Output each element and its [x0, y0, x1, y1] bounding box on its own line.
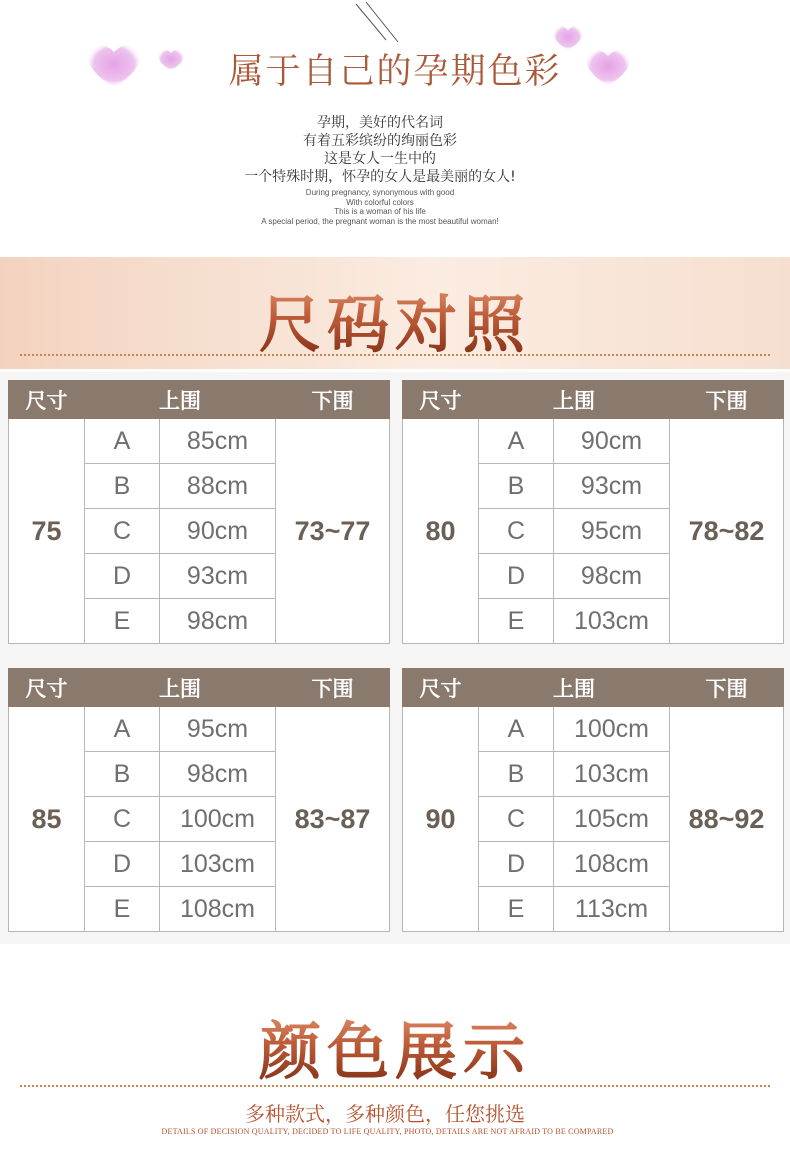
cup-cell: C: [85, 509, 160, 554]
cup-cell: A: [479, 707, 554, 752]
bust-cell: 98cm: [160, 599, 276, 644]
cup-cell: C: [479, 797, 554, 842]
color-english-line: DETAILS OF DECISION QUALITY, DECIDED TO LIFE QUALITY, PHOTO, DETAILS ARE NOT AFRAID TO BE COMPARED: [161, 1127, 614, 1136]
dotted-divider: [20, 1085, 770, 1087]
cup-cell: B: [479, 752, 554, 797]
cup-cell: D: [85, 842, 160, 887]
cup-cell: E: [479, 599, 554, 644]
band-size-cell: 80: [403, 419, 479, 644]
bust-cell: 108cm: [554, 842, 670, 887]
band-size-cell: 75: [9, 419, 85, 644]
intro-cn-line: 有着五彩缤纷的绚丽色彩: [303, 133, 457, 149]
bust-cell: 105cm: [554, 797, 670, 842]
color-subtitle: 多种款式，多种颜色，任您挑选: [245, 1102, 525, 1126]
color-display-title: 颜色展示: [0, 1002, 790, 1091]
underbust-range-cell: 88~92: [670, 707, 784, 932]
header-title: 属于自己的孕期色彩: [228, 52, 562, 92]
cup-cell: B: [85, 752, 160, 797]
table-header-row: [403, 669, 784, 707]
table-row: [9, 419, 390, 464]
bust-cell: 98cm: [160, 752, 276, 797]
table-row: [403, 419, 784, 464]
cup-cell: D: [479, 842, 554, 887]
header-upper-bust: 上围: [479, 669, 670, 707]
size-table: [402, 668, 784, 932]
cup-cell: C: [85, 797, 160, 842]
underbust-range-cell: 78~82: [670, 419, 784, 644]
table-header-row: [403, 381, 784, 419]
size-table: [8, 380, 390, 644]
bust-cell: 95cm: [160, 707, 276, 752]
header-lower-bust: 下围: [670, 669, 784, 707]
cup-cell: E: [85, 887, 160, 932]
header-lower-bust: 下围: [276, 669, 390, 707]
intro-en-line: This is a woman of his life: [334, 207, 426, 216]
intro-en-line: A special period, the pregnant woman is the most beautiful woman!: [261, 216, 499, 226]
intro-en-line: With colorful colors: [346, 197, 414, 207]
bust-cell: 103cm: [554, 599, 670, 644]
cup-cell: B: [85, 464, 160, 509]
size-table: [8, 668, 390, 932]
header-upper-bust: 上围: [479, 381, 670, 419]
bust-cell: 95cm: [554, 509, 670, 554]
size-chart-title: 尺码对照: [0, 275, 790, 364]
header-section: [0, 0, 790, 255]
cup-cell: E: [85, 599, 160, 644]
bust-cell: 108cm: [160, 887, 276, 932]
header-upper-bust: 上围: [85, 669, 276, 707]
header-size: 尺寸: [403, 669, 479, 707]
intro-en-line: During pregnancy, synonymous with good: [305, 188, 455, 197]
intro-english: [0, 188, 760, 226]
underbust-range-cell: 73~77: [276, 419, 390, 644]
cup-cell: A: [85, 707, 160, 752]
table-header-row: [9, 381, 390, 419]
bust-cell: 103cm: [160, 842, 276, 887]
intro-cn-line: 一个特殊时期，怀孕的女人是最美丽的女人!: [244, 169, 516, 185]
header-lower-bust: 下围: [670, 381, 784, 419]
bust-cell: 113cm: [554, 887, 670, 932]
header-upper-bust: 上围: [85, 381, 276, 419]
bust-cell: 100cm: [554, 707, 670, 752]
size-chart-banner: [0, 257, 790, 369]
header-lower-bust: 下围: [276, 381, 390, 419]
cup-cell: E: [479, 887, 554, 932]
size-table: [402, 380, 784, 644]
header-size: 尺寸: [403, 381, 479, 419]
cup-cell: A: [479, 419, 554, 464]
color-display-banner: [0, 946, 790, 1161]
cup-cell: D: [479, 554, 554, 599]
cup-cell: A: [85, 419, 160, 464]
dotted-divider: [20, 354, 770, 356]
header-size: 尺寸: [9, 381, 85, 419]
header-size: 尺寸: [9, 669, 85, 707]
decorative-slash-lines: [352, 2, 400, 50]
size-tables-area: [0, 372, 790, 944]
bust-cell: 93cm: [554, 464, 670, 509]
bust-cell: 90cm: [554, 419, 670, 464]
table-row: [403, 707, 784, 752]
table-row: [9, 707, 390, 752]
bust-cell: 88cm: [160, 464, 276, 509]
bust-cell: 100cm: [160, 797, 276, 842]
cup-cell: C: [479, 509, 554, 554]
intro-cn-line: 这是女人一生中的: [324, 151, 436, 167]
cup-cell: D: [85, 554, 160, 599]
cup-cell: B: [479, 464, 554, 509]
band-size-cell: 90: [403, 707, 479, 932]
bust-cell: 103cm: [554, 752, 670, 797]
underbust-range-cell: 83~87: [276, 707, 390, 932]
intro-chinese: [0, 114, 760, 186]
intro-cn-line: 孕期，美好的代名词: [317, 115, 443, 131]
bust-cell: 93cm: [160, 554, 276, 599]
bust-cell: 90cm: [160, 509, 276, 554]
band-size-cell: 85: [9, 707, 85, 932]
table-header-row: [9, 669, 390, 707]
bust-cell: 85cm: [160, 419, 276, 464]
bust-cell: 98cm: [554, 554, 670, 599]
